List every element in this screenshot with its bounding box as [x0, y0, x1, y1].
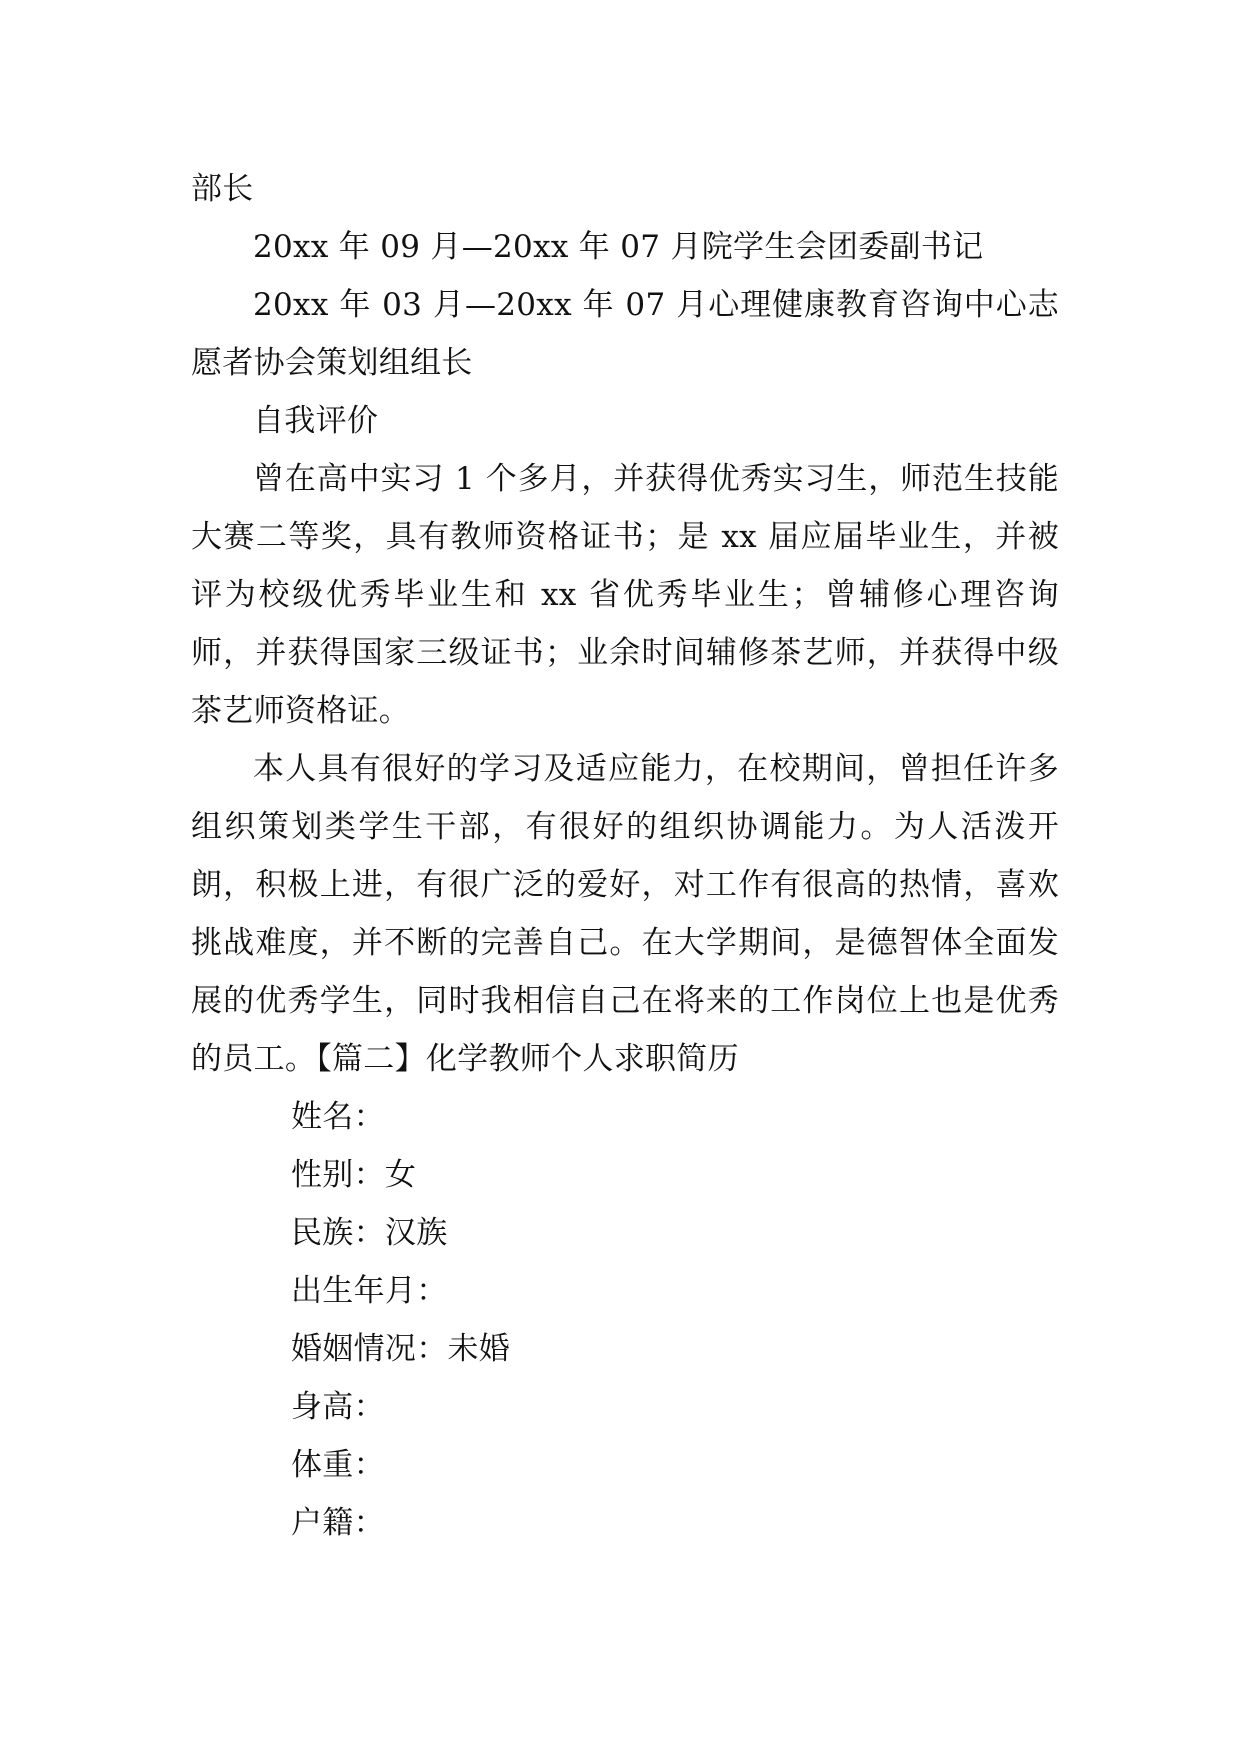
- paragraph-self-evaluation-2: 本人具有很好的学习及适应能力，在校期间，曾担任许多组织策划类学生干部，有很好的组织协调能力。为人活泼开朗，积极上进，有很广泛的爱好，对工作有很高的热情，喜欢挑战难度，并不断的完善自己。在大学期间，是德智体全面发展的优秀学生，同时我相信自己在将来的工作岗位上也是优秀的员工。【篇二】化学教师个人求职简历: [191, 751, 1059, 1077]
- field-birth-date: [191, 1262, 1059, 1320]
- paragraph-experience-1: 20xx 年 09 月—20xx 年 07 月院学生会团委副书记: [253, 229, 984, 265]
- document-body: [191, 160, 1059, 1552]
- field-height: [191, 1378, 1059, 1436]
- text-line-position: 部长: [191, 171, 254, 207]
- field-marital-status: [191, 1320, 1059, 1378]
- field-label: 民族：: [291, 1215, 385, 1251]
- paragraph-self-evaluation-1: 曾在高中实习 1 个多月，并获得优秀实习生，师范生技能大赛二等奖，具有教师资格证书；是 xx 届应届毕业生，并被评为校级优秀毕业生和 xx 省优秀毕业生；曾辅修心理咨询师，并获得国家三级证书；业余时间辅修茶艺师，并获得中级茶艺师资格证。: [191, 461, 1059, 729]
- field-label: 姓名：: [291, 1099, 385, 1135]
- field-name: [191, 1088, 1059, 1146]
- field-label: 婚姻情况：: [291, 1331, 448, 1367]
- field-value: 未婚: [447, 1331, 511, 1367]
- paragraph-experience-2: 20xx 年 03 月—20xx 年 07 月心理健康教育咨询中心志愿者协会策划组组长: [191, 287, 1059, 381]
- field-label: 体重：: [291, 1447, 385, 1483]
- field-label: 性别：: [291, 1157, 385, 1193]
- field-value: 汉族: [384, 1215, 448, 1251]
- field-household-registration: [191, 1494, 1059, 1552]
- field-value: 女: [384, 1157, 417, 1193]
- field-ethnicity: [191, 1204, 1059, 1262]
- field-label: 户籍：: [291, 1505, 385, 1541]
- field-weight: [191, 1436, 1059, 1494]
- field-label: 出生年月：: [291, 1273, 448, 1309]
- field-label: 身高：: [291, 1389, 385, 1425]
- field-gender: [191, 1146, 1059, 1204]
- section-heading-self-evaluation: 自我评价: [253, 403, 379, 439]
